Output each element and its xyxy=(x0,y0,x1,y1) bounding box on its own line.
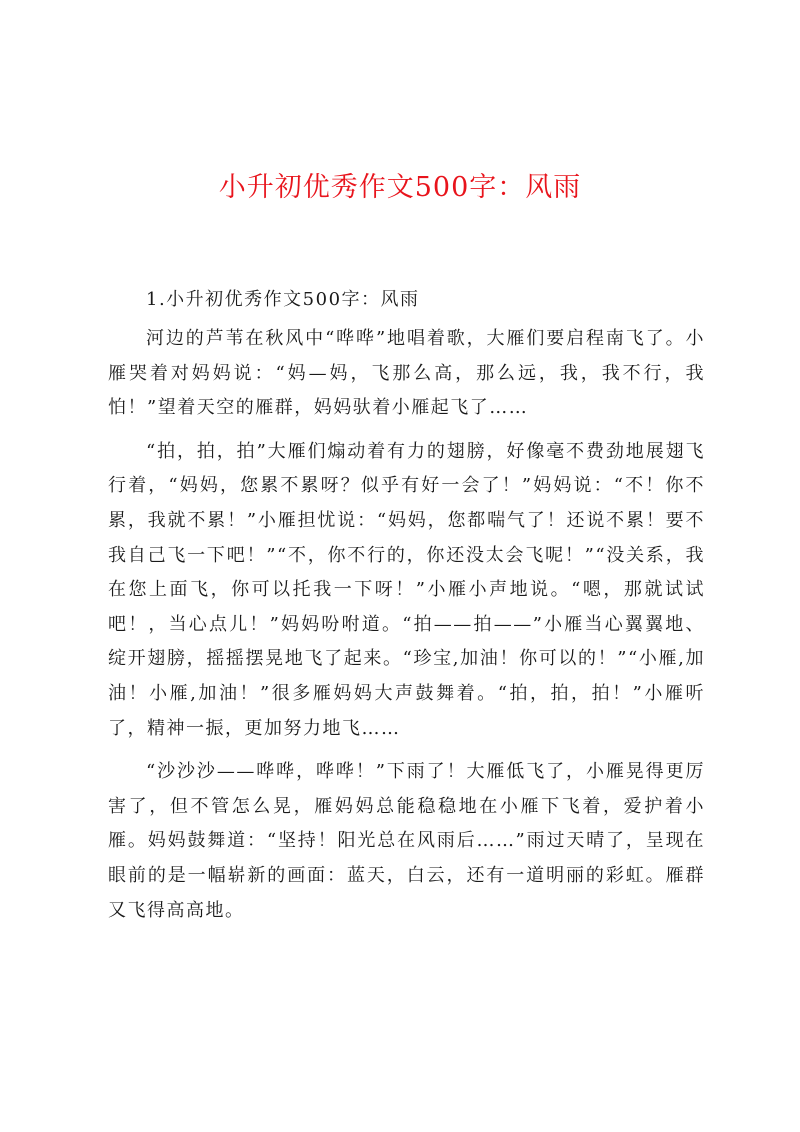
paragraph-1: 河边的芦苇在秋风中“哗哗”地唱着歌，大雁们要启程南飞了。小雁哭着对妈妈说：“妈—妈，飞那么高，那么远，我，我不行，我怕！”望着天空的雁群，妈妈驮着小雁起飞了…… xyxy=(108,328,705,419)
paragraph-3: “沙沙沙——哗哗，哗哗！”下雨了！大雁低飞了，小雁晃得更厉害了，但不管怎么晃，雁妈妈总能稳稳地在小雁下飞着，爱护着小雁。妈妈鼓舞道：“坚持！阳光总在风雨后……”雨过天晴了，呈现在眼前的是一幅崭新的画面：蓝天，白云，还有一道明丽的彩虹。雁群又飞得高高地。 xyxy=(108,761,705,921)
section-heading: 1.小升初优秀作文500字：风雨 xyxy=(146,289,420,310)
document-body xyxy=(108,283,705,928)
paragraph-2: “拍，拍，拍”大雁们煽动着有力的翅膀，好像毫不费劲地展翅飞行着，“妈妈，您累不累呀？似乎有好一会了！”妈妈说：“不！你不累，我就不累！”小雁担忧说：“妈妈，您都喘气了！还说不累！要不我自己飞一下吧！”“不，你不行的，你还没太会飞呢！”“没关系，我在您上面飞，你可以托我一下呀！”小雁小声地说。“嗯，那就试试吧！，当心点儿！”妈妈吩咐道。“拍——拍——”小雁当心翼翼地、绽开翅膀，摇摇摆晃地飞了起来。“珍宝,加油！你可以的！”“小雁,加油！小雁,加油！”很多雁妈妈大声鼓舞着。“拍，拍，拍！”小雁听了，精神一振，更加努力地飞…… xyxy=(108,440,705,739)
document-title: 小升初优秀作文500字：风雨 xyxy=(218,172,582,203)
